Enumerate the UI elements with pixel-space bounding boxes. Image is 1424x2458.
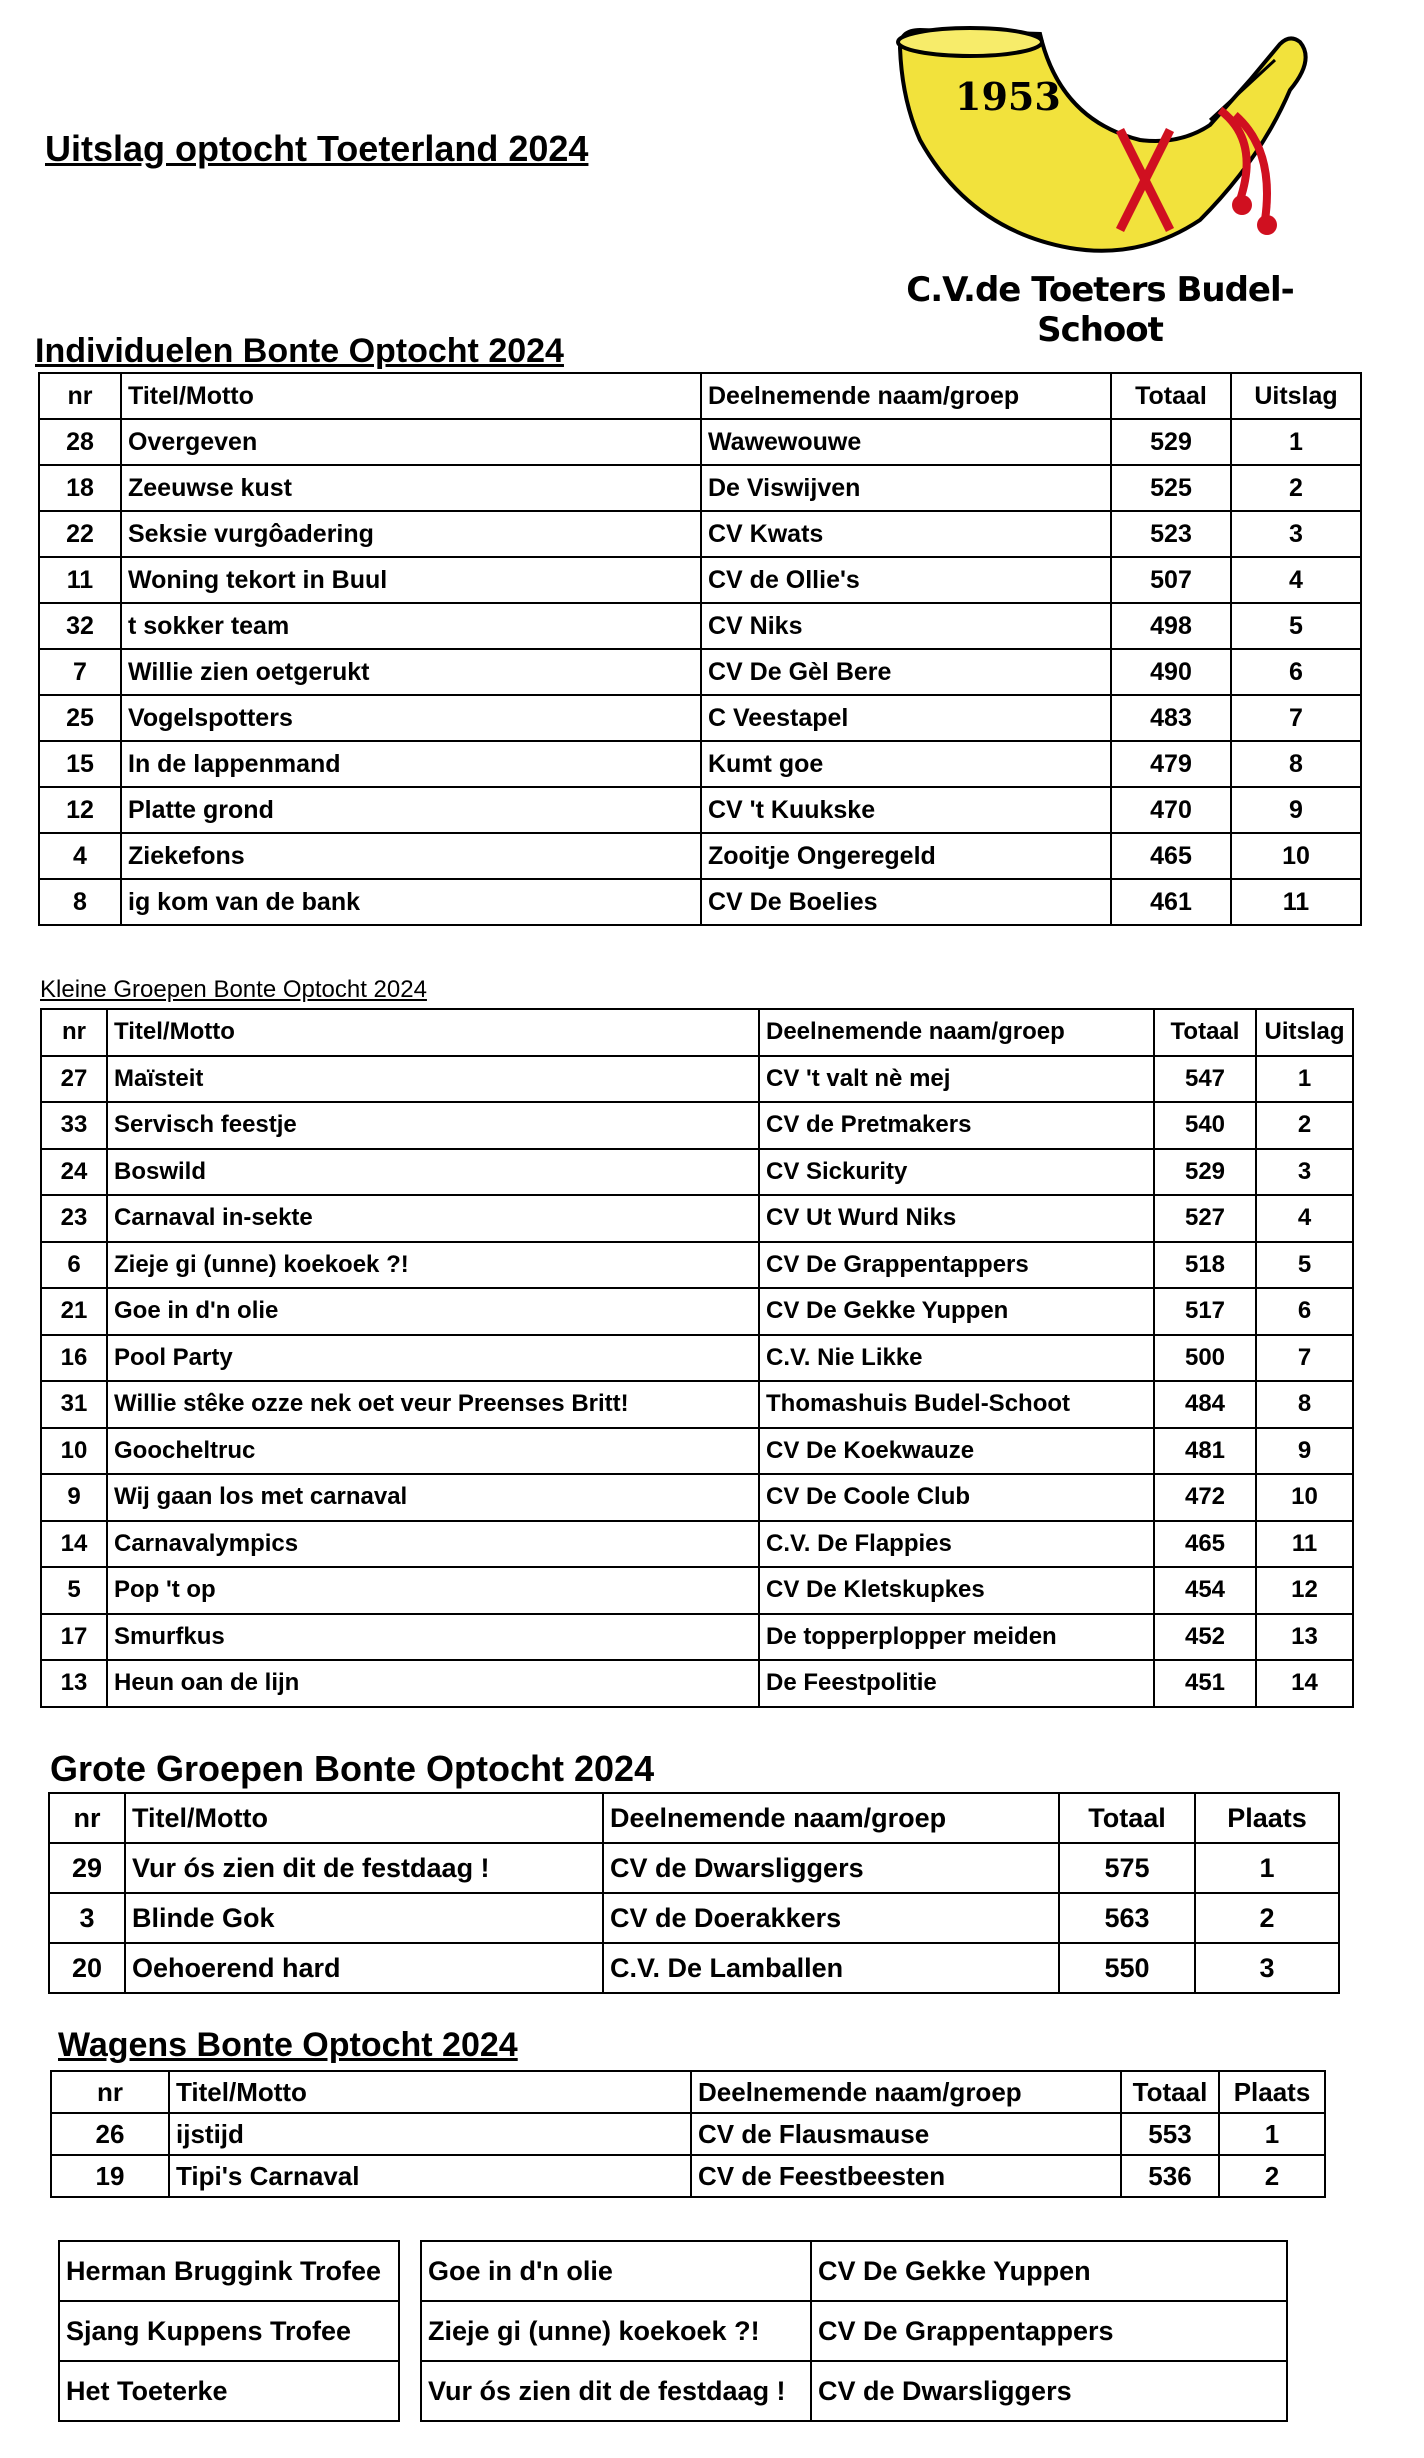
- trophy-row: [59, 2241, 1287, 2301]
- page-title: Uitslag optocht Toeterland 2024: [45, 128, 589, 169]
- table-cell: C.V. De Flappies: [759, 1521, 1154, 1568]
- table-cell: 32: [39, 603, 121, 649]
- table-cell: CV Niks: [701, 603, 1111, 649]
- table-cell: C Veestapel: [701, 695, 1111, 741]
- table-cell: 12: [39, 787, 121, 833]
- table-cell: Wij gaan los met carnaval: [107, 1474, 759, 1521]
- table-cell: 14: [1256, 1660, 1353, 1707]
- table-row: [41, 1660, 1353, 1707]
- table-row: [41, 1149, 1353, 1196]
- logo-year: 1953: [955, 74, 1061, 119]
- table-cell: Seksie vurgôadering: [121, 511, 701, 557]
- table-row: [51, 2155, 1325, 2197]
- table-row: [49, 1943, 1339, 1993]
- table-cell: 461: [1111, 879, 1231, 925]
- table-cell: 9: [1256, 1428, 1353, 1475]
- table-cell: CV de Ollie's: [701, 557, 1111, 603]
- table-cell: De Viswijven: [701, 465, 1111, 511]
- table-row: [41, 1381, 1353, 1428]
- table-cell: 16: [41, 1335, 107, 1382]
- table-cell: 33: [41, 1102, 107, 1149]
- table-cell: 13: [41, 1660, 107, 1707]
- column-header: Uitslag: [1256, 1009, 1353, 1056]
- trophy-row: [59, 2361, 1287, 2421]
- table-row: [39, 419, 1361, 465]
- table-cell: 23: [41, 1195, 107, 1242]
- table-cell: 550: [1059, 1943, 1195, 1993]
- table-trofeeen: [58, 2240, 1288, 2422]
- table-cell: Vogelspotters: [121, 695, 701, 741]
- table-cell: 22: [39, 511, 121, 557]
- table-row: [49, 1893, 1339, 1943]
- table-cell: 536: [1121, 2155, 1219, 2197]
- table-cell: 547: [1154, 1056, 1256, 1103]
- table-cell: Willie stêke ozze nek oet veur Preenses Britt!: [107, 1381, 759, 1428]
- table-cell: Zeeuwse kust: [121, 465, 701, 511]
- table-cell: 27: [41, 1056, 107, 1103]
- table-cell: Maïsteit: [107, 1056, 759, 1103]
- column-header: nr: [51, 2071, 169, 2113]
- column-header: nr: [49, 1793, 125, 1843]
- table-row: [39, 465, 1361, 511]
- column-header: Titel/Motto: [125, 1793, 603, 1843]
- table-cell: 481: [1154, 1428, 1256, 1475]
- table-cell: 4: [1231, 557, 1361, 603]
- club-name: C.V.de Toeters Budel-Schoot: [906, 270, 1294, 350]
- table-row: [41, 1195, 1353, 1242]
- table-cell: 8: [39, 879, 121, 925]
- trophy-cell: Sjang Kuppens Trofee: [59, 2301, 399, 2361]
- table-cell: 529: [1111, 419, 1231, 465]
- table-cell: 523: [1111, 511, 1231, 557]
- table-row: [41, 1335, 1353, 1382]
- column-header: Titel/Motto: [169, 2071, 691, 2113]
- column-header: Totaal: [1111, 373, 1231, 419]
- table-cell: 518: [1154, 1242, 1256, 1289]
- header-row: [41, 1009, 1353, 1056]
- table-cell: 11: [1256, 1521, 1353, 1568]
- table-cell: 8: [1231, 741, 1361, 787]
- table-row: [41, 1056, 1353, 1103]
- table-cell: Zieje gi (unne) koekoek ?!: [107, 1242, 759, 1289]
- table-cell: CV 't valt nè mej: [759, 1056, 1154, 1103]
- table-cell: Carnavalympics: [107, 1521, 759, 1568]
- table-cell: 20: [49, 1943, 125, 1993]
- table-cell: 575: [1059, 1843, 1195, 1893]
- table-cell: Oehoerend hard: [125, 1943, 603, 1993]
- table-cell: 10: [1231, 833, 1361, 879]
- table-row: [39, 741, 1361, 787]
- table-cell: Goocheltruc: [107, 1428, 759, 1475]
- table-cell: 10: [1256, 1474, 1353, 1521]
- table-cell: 31: [41, 1381, 107, 1428]
- trophy-cell: Het Toeterke: [59, 2361, 399, 2421]
- table-row: [41, 1521, 1353, 1568]
- table-cell: 15: [39, 741, 121, 787]
- header-row: [39, 373, 1361, 419]
- table-cell: 2: [1231, 465, 1361, 511]
- table-cell: 1: [1195, 1843, 1339, 1893]
- table-cell: Pop 't op: [107, 1567, 759, 1614]
- table-cell: Thomashuis Budel-Schoot: [759, 1381, 1154, 1428]
- table-cell: 19: [51, 2155, 169, 2197]
- table-cell: 500: [1154, 1335, 1256, 1382]
- table-row: [41, 1474, 1353, 1521]
- table-cell: 525: [1111, 465, 1231, 511]
- spacer-cell: [399, 2361, 421, 2421]
- table-row: [39, 511, 1361, 557]
- table-row: [41, 1428, 1353, 1475]
- table-cell: 465: [1111, 833, 1231, 879]
- table-cell: 5: [41, 1567, 107, 1614]
- table-row: [49, 1843, 1339, 1893]
- trophy-cell: Goe in d'n olie: [421, 2241, 811, 2301]
- table-row: [41, 1242, 1353, 1289]
- table-cell: 472: [1154, 1474, 1256, 1521]
- table-cell: 6: [1231, 649, 1361, 695]
- table-cell: Blinde Gok: [125, 1893, 603, 1943]
- table-cell: Heun oan de lijn: [107, 1660, 759, 1707]
- table-cell: 452: [1154, 1614, 1256, 1661]
- table-cell: 479: [1111, 741, 1231, 787]
- header-row: [49, 1793, 1339, 1843]
- table-cell: 490: [1111, 649, 1231, 695]
- table-cell: 4: [1256, 1195, 1353, 1242]
- table-row: [39, 879, 1361, 925]
- header-row: [51, 2071, 1325, 2113]
- table-cell: Willie zien oetgerukt: [121, 649, 701, 695]
- table-cell: 465: [1154, 1521, 1256, 1568]
- table-cell: 7: [1231, 695, 1361, 741]
- table-cell: Boswild: [107, 1149, 759, 1196]
- table-cell: 10: [41, 1428, 107, 1475]
- table-cell: 7: [1256, 1335, 1353, 1382]
- table-cell: 527: [1154, 1195, 1256, 1242]
- table-cell: De topperplopper meiden: [759, 1614, 1154, 1661]
- table-cell: 8: [1256, 1381, 1353, 1428]
- table-cell: 18: [39, 465, 121, 511]
- section-title-kleine-groepen: Kleine Groepen Bonte Optocht 2024: [40, 976, 427, 1003]
- table-cell: 7: [39, 649, 121, 695]
- column-header: Uitslag: [1231, 373, 1361, 419]
- table-cell: t sokker team: [121, 603, 701, 649]
- table-cell: 4: [39, 833, 121, 879]
- table-cell: 29: [49, 1843, 125, 1893]
- table-cell: Platte grond: [121, 787, 701, 833]
- trophy-cell: CV De Grappentappers: [811, 2301, 1287, 2361]
- column-header: Deelnemende naam/groep: [759, 1009, 1154, 1056]
- table-cell: 454: [1154, 1567, 1256, 1614]
- table-cell: C.V. Nie Likke: [759, 1335, 1154, 1382]
- table-cell: ijstijd: [169, 2113, 691, 2155]
- table-cell: 6: [41, 1242, 107, 1289]
- table-grote-groepen: [48, 1792, 1340, 1994]
- column-header: Deelnemende naam/groep: [691, 2071, 1121, 2113]
- table-cell: 26: [51, 2113, 169, 2155]
- table-row: [39, 557, 1361, 603]
- table-cell: 483: [1111, 695, 1231, 741]
- column-header: Titel/Motto: [121, 373, 701, 419]
- table-cell: CV de Doerakkers: [603, 1893, 1059, 1943]
- trophy-cell: Herman Bruggink Trofee: [59, 2241, 399, 2301]
- table-cell: Vur ós zien dit de festdaag !: [125, 1843, 603, 1893]
- table-cell: 2: [1195, 1893, 1339, 1943]
- table-cell: 11: [1231, 879, 1361, 925]
- column-header: nr: [41, 1009, 107, 1056]
- table-cell: Goe in d'n olie: [107, 1288, 759, 1335]
- table-cell: Wawewouwe: [701, 419, 1111, 465]
- table-cell: 17: [41, 1614, 107, 1661]
- table-cell: Smurfkus: [107, 1614, 759, 1661]
- spacer-cell: [399, 2241, 421, 2301]
- table-cell: Carnaval in-sekte: [107, 1195, 759, 1242]
- trophy-row: [59, 2301, 1287, 2361]
- table-cell: 1: [1219, 2113, 1325, 2155]
- table-cell: 21: [41, 1288, 107, 1335]
- table-cell: 517: [1154, 1288, 1256, 1335]
- table-kleine-groepen: [40, 1008, 1354, 1708]
- table-cell: 1: [1256, 1056, 1353, 1103]
- trophy-cell: Vur ós zien dit de festdaag !: [421, 2361, 811, 2421]
- table-row: [39, 695, 1361, 741]
- column-header: Plaats: [1195, 1793, 1339, 1843]
- table-cell: 484: [1154, 1381, 1256, 1428]
- table-cell: CV De Gekke Yuppen: [759, 1288, 1154, 1335]
- table-cell: 5: [1231, 603, 1361, 649]
- section-title-individuelen: Individuelen Bonte Optocht 2024: [35, 332, 564, 370]
- table-cell: Woning tekort in Buul: [121, 557, 701, 603]
- table-cell: CV De Boelies: [701, 879, 1111, 925]
- table-cell: 13: [1256, 1614, 1353, 1661]
- table-cell: 12: [1256, 1567, 1353, 1614]
- table-cell: CV De Grappentappers: [759, 1242, 1154, 1289]
- table-cell: 3: [49, 1893, 125, 1943]
- table-cell: 3: [1195, 1943, 1339, 1993]
- table-cell: 470: [1111, 787, 1231, 833]
- table-row: [51, 2113, 1325, 2155]
- column-header: Titel/Motto: [107, 1009, 759, 1056]
- table-cell: ig kom van de bank: [121, 879, 701, 925]
- table-cell: 3: [1256, 1149, 1353, 1196]
- table-row: [39, 649, 1361, 695]
- table-cell: CV de Flausmause: [691, 2113, 1121, 2155]
- table-cell: 1: [1231, 419, 1361, 465]
- table-cell: 25: [39, 695, 121, 741]
- table-cell: 553: [1121, 2113, 1219, 2155]
- table-cell: Pool Party: [107, 1335, 759, 1382]
- table-cell: 507: [1111, 557, 1231, 603]
- section-title-wagens: Wagens Bonte Optocht 2024: [58, 2026, 518, 2064]
- table-cell: 2: [1219, 2155, 1325, 2197]
- column-header: nr: [39, 373, 121, 419]
- table-cell: 6: [1256, 1288, 1353, 1335]
- table-cell: 9: [1231, 787, 1361, 833]
- table-row: [41, 1288, 1353, 1335]
- table-cell: CV De Coole Club: [759, 1474, 1154, 1521]
- table-cell: In de lappenmand: [121, 741, 701, 787]
- table-cell: 9: [41, 1474, 107, 1521]
- table-cell: 498: [1111, 603, 1231, 649]
- table-cell: Overgeven: [121, 419, 701, 465]
- table-individuelen: [38, 372, 1362, 926]
- table-cell: CV De Koekwauze: [759, 1428, 1154, 1475]
- table-cell: 28: [39, 419, 121, 465]
- table-cell: CV De Kletskupkes: [759, 1567, 1154, 1614]
- table-cell: 14: [41, 1521, 107, 1568]
- column-header: Totaal: [1059, 1793, 1195, 1843]
- table-cell: 11: [39, 557, 121, 603]
- table-cell: Servisch feestje: [107, 1102, 759, 1149]
- table-row: [41, 1102, 1353, 1149]
- table-cell: 451: [1154, 1660, 1256, 1707]
- section-title-grote-groepen: Grote Groepen Bonte Optocht 2024: [50, 1748, 655, 1789]
- column-header: Plaats: [1219, 2071, 1325, 2113]
- table-cell: 529: [1154, 1149, 1256, 1196]
- table-cell: 540: [1154, 1102, 1256, 1149]
- table-row: [41, 1567, 1353, 1614]
- table-cell: 3: [1231, 511, 1361, 557]
- table-row: [39, 603, 1361, 649]
- trophy-cell: Zieje gi (unne) koekoek ?!: [421, 2301, 811, 2361]
- table-cell: 24: [41, 1149, 107, 1196]
- table-cell: CV Kwats: [701, 511, 1111, 557]
- table-row: [41, 1614, 1353, 1661]
- table-cell: CV de Dwarsliggers: [603, 1843, 1059, 1893]
- column-header: Deelnemende naam/groep: [701, 373, 1111, 419]
- trophy-cell: CV De Gekke Yuppen: [811, 2241, 1287, 2301]
- column-header: Totaal: [1154, 1009, 1256, 1056]
- table-cell: 563: [1059, 1893, 1195, 1943]
- table-cell: CV de Pretmakers: [759, 1102, 1154, 1149]
- table-cell: 5: [1256, 1242, 1353, 1289]
- table-cell: CV 't Kuukske: [701, 787, 1111, 833]
- table-cell: CV Ut Wurd Niks: [759, 1195, 1154, 1242]
- table-cell: CV de Feestbeesten: [691, 2155, 1121, 2197]
- table-cell: CV De Gèl Bere: [701, 649, 1111, 695]
- table-cell: Ziekefons: [121, 833, 701, 879]
- table-cell: CV Sickurity: [759, 1149, 1154, 1196]
- table-cell: 2: [1256, 1102, 1353, 1149]
- table-row: [39, 833, 1361, 879]
- column-header: Totaal: [1121, 2071, 1219, 2113]
- table-wagens: [50, 2070, 1326, 2198]
- table-cell: Zooitje Ongeregeld: [701, 833, 1111, 879]
- table-cell: C.V. De Lamballen: [603, 1943, 1059, 1993]
- column-header: Deelnemende naam/groep: [603, 1793, 1059, 1843]
- table-row: [39, 787, 1361, 833]
- spacer-cell: [399, 2301, 421, 2361]
- table-cell: Tipi's Carnaval: [169, 2155, 691, 2197]
- trophy-cell: CV de Dwarsliggers: [811, 2361, 1287, 2421]
- table-cell: Kumt goe: [701, 741, 1111, 787]
- table-cell: De Feestpolitie: [759, 1660, 1154, 1707]
